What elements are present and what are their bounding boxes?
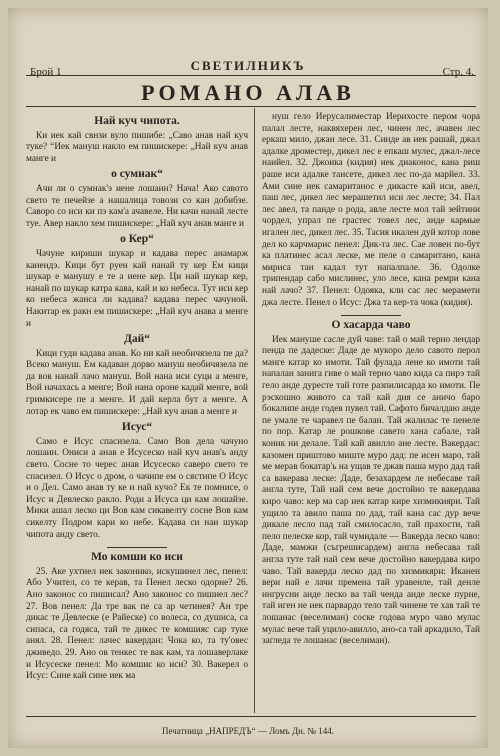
section-divider <box>107 547 167 548</box>
paragraph: нуш гело Иерусалиместар Иерихосте пером чора палал лесте, наквяхерен лес, чинен лес, ачавен лес еркаш мило, джан лесе. 31. Синде ав иек рашай, джал адалке дроместер, дикел лес е епкаш мулес, джал-лесе наийел. 32. Джоика (кидия) иек диаконос, кана риш раше иси адалке тансете, дикел лес по-да марйел. 33. Ами сине иек самаританос е дикасте кай иси, авел, паш лес, дикел лес мерашетил иси лес лесте; 34. Пал лес авел, та панде о рода, авле лесте мол тай зейтини чордел, упрал пе грастес товел лес, анде кармые игален лес, дикел лес. 35. Тасия икален дуй котор лове дел ко карчмарис пенел: Дик-та лес. Сае ловен по-бут ка платинес асал леске, ме пеле о самаритано, кана мириса тан кадал тут напалпале. 36. Одолке трипендар сабо мислинес, уло лесе, кана ремри кана най лачо? 37. Пенел: Одояка, кли сас лес мерамети джа лесте. Пенел о Исус: Джа та кер-та чока (кидия). <box>262 112 480 308</box>
paragraph: Чачуне кириши шукар и кадава перес анамарж канендэ. Кици бут руен кай нанай ту кер Ем кици шукар е манушу е те а иене кер. Ци най шукар кер, нанай по шукар катра кава, кай и ко небеса. Тут иси кер ко небеса жанса ли кадава? кадава перес чачуной. Накитар ек ракн ем пишискере: „Най куч анава а менге и <box>26 248 248 329</box>
left-column <box>26 112 248 712</box>
section-heading: Мо комши ко иси <box>91 551 183 564</box>
paragraph: Ки иек кай свнзи вуло пишибе: „Саво анав най куч туке? “Иек мануш накло ем пишискере: „Най куч анав манге и <box>26 130 248 164</box>
issue-number: Брой 1 <box>30 66 62 78</box>
masthead: СВЕТИЛНИКЪ <box>190 58 306 73</box>
newspaper-page <box>8 8 488 748</box>
right-column <box>262 112 480 712</box>
printer-footer: Печатница „НАПРЕДЪ“ — Ломъ Дн. № 144. <box>161 726 335 736</box>
header-rule <box>26 75 476 76</box>
section-divider <box>341 315 401 316</box>
paragraph: Само е Исус спасизела. Само Вов дела чачуно лошаин. Ониси а анав е Исусеско най куч анав'ь анду свето. Сосне то черес анав Исусеско саверо свето те спасизел. О Исус о дром, о чачипе ем о сястипе О Исус и о Дел. Само анав ту ке и най кучо? Ек те помнисе, о Исус и Девлеско ракло. Роди а Исуса ци кам лошайзе. Мики ашал леско ци Вов кам сикавелту сосне Вов кам сикелту Подром кари ко небе. Кадава си наи шукар чипота анду свето. <box>26 436 248 540</box>
paragraph: Ачи ли о сумнак'э иене лошаин? Нача! Ако савото свето те печейзе а нашалица товози со кан добибзе. Саворо со иси ки пэ кам'а ачавеле. Ни качи нанай лесте туе. Авер накло хем пишискере: „Най куч анав манге и <box>26 183 248 229</box>
section-heading: О хасарда чаво <box>331 319 411 332</box>
footer-rule <box>26 716 476 717</box>
column-divider <box>254 108 255 713</box>
section-heading: Дай“ <box>123 333 151 346</box>
page-number: Стр. 4. <box>442 66 474 78</box>
page-title: РОМАНО АЛАВ <box>141 80 355 105</box>
paragraph: Кици гуди кадава анав. Ко ни кай необичязела пе да? Всеко мануш. Ем кадаван дорво мануш необичязела пе да вов нанай лачо мануш. Вой нана иси суци а менге, Вой начахась а менге; Вой нана ороне кадай менге, вой гримкисере пе а менге. И дай керла бут а менге. А лотар ек чаво ем пишискере: „Най куч анав а менге и <box>26 348 248 417</box>
section-heading: о Кер“ <box>120 233 154 246</box>
section-heading: Исус“ <box>121 421 153 434</box>
section-heading: о сумнак“ <box>111 168 163 181</box>
paragraph: 25. Аке ухтиел иек законико, искушинел лес, пенел: Або Учител, со те керав, та Пенел леско одорне? 26. Ано законос со пишисал? Ано законос со пишиел лес? 27. Вов пенел: Да тре вак пе са ар четинея? Ан тре дикас те Девлеске (е Райеске) со волеса, со душиса, са сипаса, са годяса, тай те дикес те комшияс сар туке анял. 28. Пенел: лачес вакердан: Чока ко, та ту'овес дживедо. 29. Ано ов тенкес те вак кам, та лошаверлаке и Исусеске пенел: Мо комшис ко иси? 30. Вакерел о Исус: Сине кай сине иек ма <box>26 566 248 682</box>
section-heading: Най куч чипота. <box>94 115 180 127</box>
paragraph: Иек мануше сасле дуй чаве: тай о май терно лендар пенда пе дадеске: Даде де мукоро дело савото перол манге катар ко имоти. Тай фулада лене ко имоти тай напалан занига гиве о май терно чаво кида са пирэ тай гело анде дуресте тай готе разпилисарда ко имоти. Пе рэскошно живото са тай кай дия се аничо баро бокалипе анде годев пувел тай. Сафото бичалдаю анде пе умале те чаравел пе балан. Тай жалилас те пенеле по пор. Катар ле рошкове савето хана сабале, тай коник ни делале. Тай кай авилло ане лесте. Вакердас: казомен приштово миште муро дад: пе исен маро, тай ме мерав бокатар'ь на ущав те джав паша муро дад тай са вакерава леске: Даде, безахардем ле небесаве тай англа туте, Тай най сем вече достойно те вакердава киро чаво: кер ма сар иек катар кире хизмикияри. Тай ущило та авило паша по дад, тай кана сас дур вече дикале лесло пад тай смилосасло, тай прахости, тай пело пелеске кор, тай чумидале — Вакерда леско чаво: Даде, мамжи (съгрешисардем) англа небесава тай англа туте тай най сем вече достойно вакердава киро чаво. Тай вакерда леско дад по хизмикяри: Иканен вери най е лачи премена тай уравенле, тай денле ингрусни анде леско ва тай ченда анде леске пурне, тай иген не иек парвардо тело тай чинене те хав тай те лошанас (веселиман) соске годова муро чаво мулас мулас вече тай уцило-авилло, ано-са тай аркадило, Тай загледа те лошанас (веселиман). <box>262 334 480 647</box>
title-rule <box>26 106 476 107</box>
